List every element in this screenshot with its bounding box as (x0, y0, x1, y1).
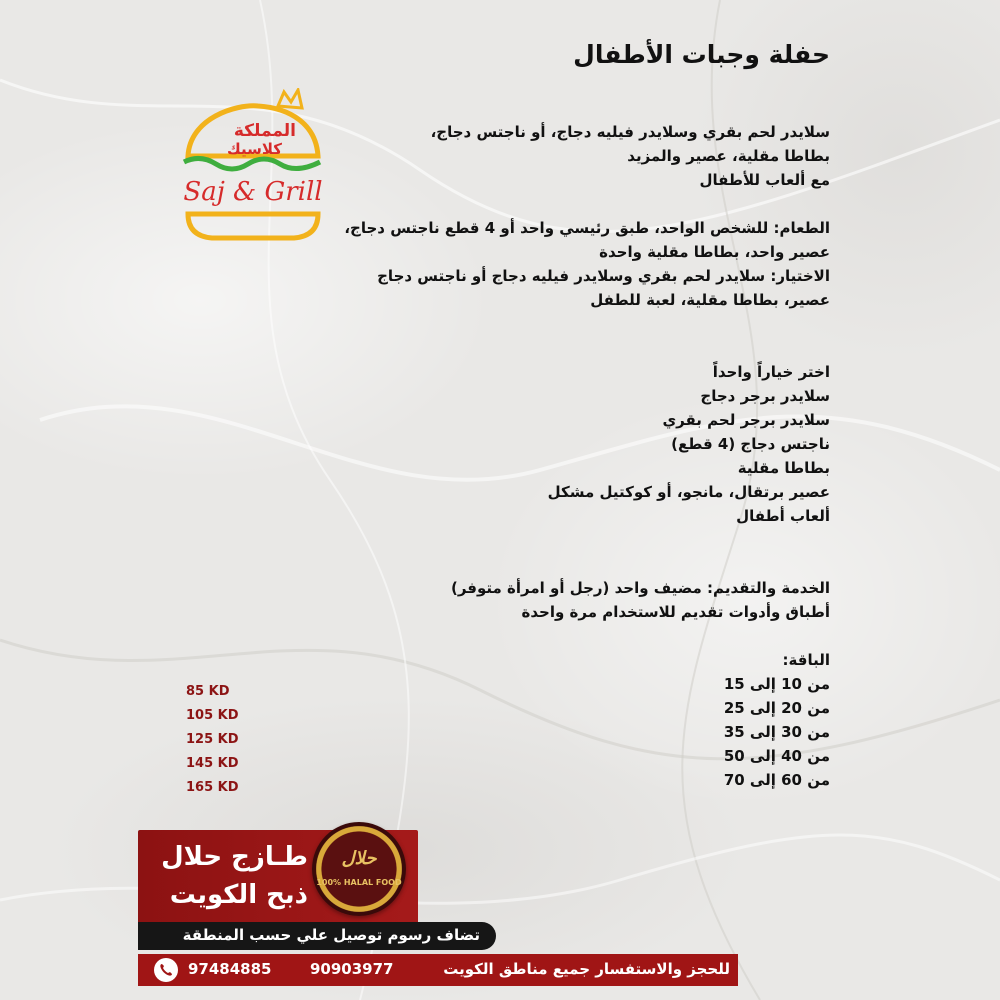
option-line: سلايدر برجر دجاج (700, 387, 830, 405)
service-section (451, 576, 830, 624)
banner-line1: طـازج حلال (161, 842, 308, 872)
contact-banner (138, 954, 738, 986)
phone-number[interactable]: 90903977 (310, 960, 394, 978)
option-line: ألعاب أطفال (736, 507, 830, 525)
meal-line: الاختيار: سلايدر لحم بقري وسلايدر فيليه دجاج أو ناجتس دجاج (377, 267, 830, 285)
seal-arabic: حلال (341, 848, 377, 869)
service-line: أطباق وأدوات تقديم للاستخدام مرة واحدة (521, 603, 830, 621)
package-heading: الباقة: (782, 651, 830, 669)
meal-line: الطعام: للشخص الواحد، طبق رئيسي واحد أو 4 قطع ناجتس دجاج، (344, 219, 830, 237)
intro-line: سلايدر لحم بقري وسلايدر فيليه دجاج، أو ناجتس دجاج، (430, 123, 830, 141)
logo-english: Saj & Grill (183, 177, 323, 207)
meal-line: عصير، بطاطا مقلية، لعبة للطفل (590, 291, 830, 309)
package-range: من 40 إلى 50 (723, 747, 830, 765)
package-price: 125 KD (186, 732, 239, 747)
option-line: عصير برتقال، مانجو، أو كوكتيل مشكل (547, 483, 830, 501)
package-range: من 10 إلى 15 (723, 675, 830, 693)
package-range: من 20 إلى 25 (723, 699, 830, 717)
package-price: 105 KD (186, 708, 239, 723)
option-line: بطاطا مقلية (737, 459, 830, 477)
delivery-text: تضاف رسوم توصيل علي حسب المنطقة (182, 926, 480, 944)
package-section (724, 648, 830, 792)
option-line: اختر خياراً واحداً (712, 363, 830, 381)
phone-icon (154, 958, 178, 982)
package-price: 145 KD (186, 756, 239, 771)
options-section (548, 360, 830, 528)
option-line: ناجتس دجاج (4 قطع) (671, 435, 830, 453)
package-price: 85 KD (186, 684, 230, 699)
package-range: من 30 إلى 35 (723, 723, 830, 741)
contact-text: للحجز والاستفسار جميع مناطق الكويت (443, 960, 730, 978)
seal-ring-text: 100% HALAL FOOD (316, 878, 402, 887)
delivery-banner (138, 922, 496, 950)
brand-logo (178, 88, 328, 248)
meal-line: عصير واحد، بطاطا مقلية واحدة (599, 243, 830, 261)
burger-logo-icon (178, 88, 328, 248)
banner-line2: ذبح الكويت (169, 880, 308, 910)
package-price: 165 KD (186, 780, 239, 795)
package-range: من 60 إلى 70 (723, 771, 830, 789)
halal-seal-icon (312, 822, 406, 916)
logo-arabic-line1: المملكة (233, 121, 296, 141)
option-line: سلايدر برجر لحم بقري (662, 411, 830, 429)
logo-arabic-line2: كلاسيك (227, 140, 282, 158)
intro-section (431, 120, 830, 192)
phone-number[interactable]: 97484885 (188, 960, 272, 978)
price-list (186, 680, 239, 800)
page-title: حفلة وجبات الأطفال (573, 40, 830, 69)
meal-section (344, 216, 830, 312)
service-line: الخدمة والتقديم: مضيف واحد (رجل أو امرأة متوفر) (451, 579, 830, 597)
intro-line: بطاطا مقلية، عصير والمزيد (627, 147, 830, 165)
intro-line: مع ألعاب للأطفال (699, 171, 830, 189)
